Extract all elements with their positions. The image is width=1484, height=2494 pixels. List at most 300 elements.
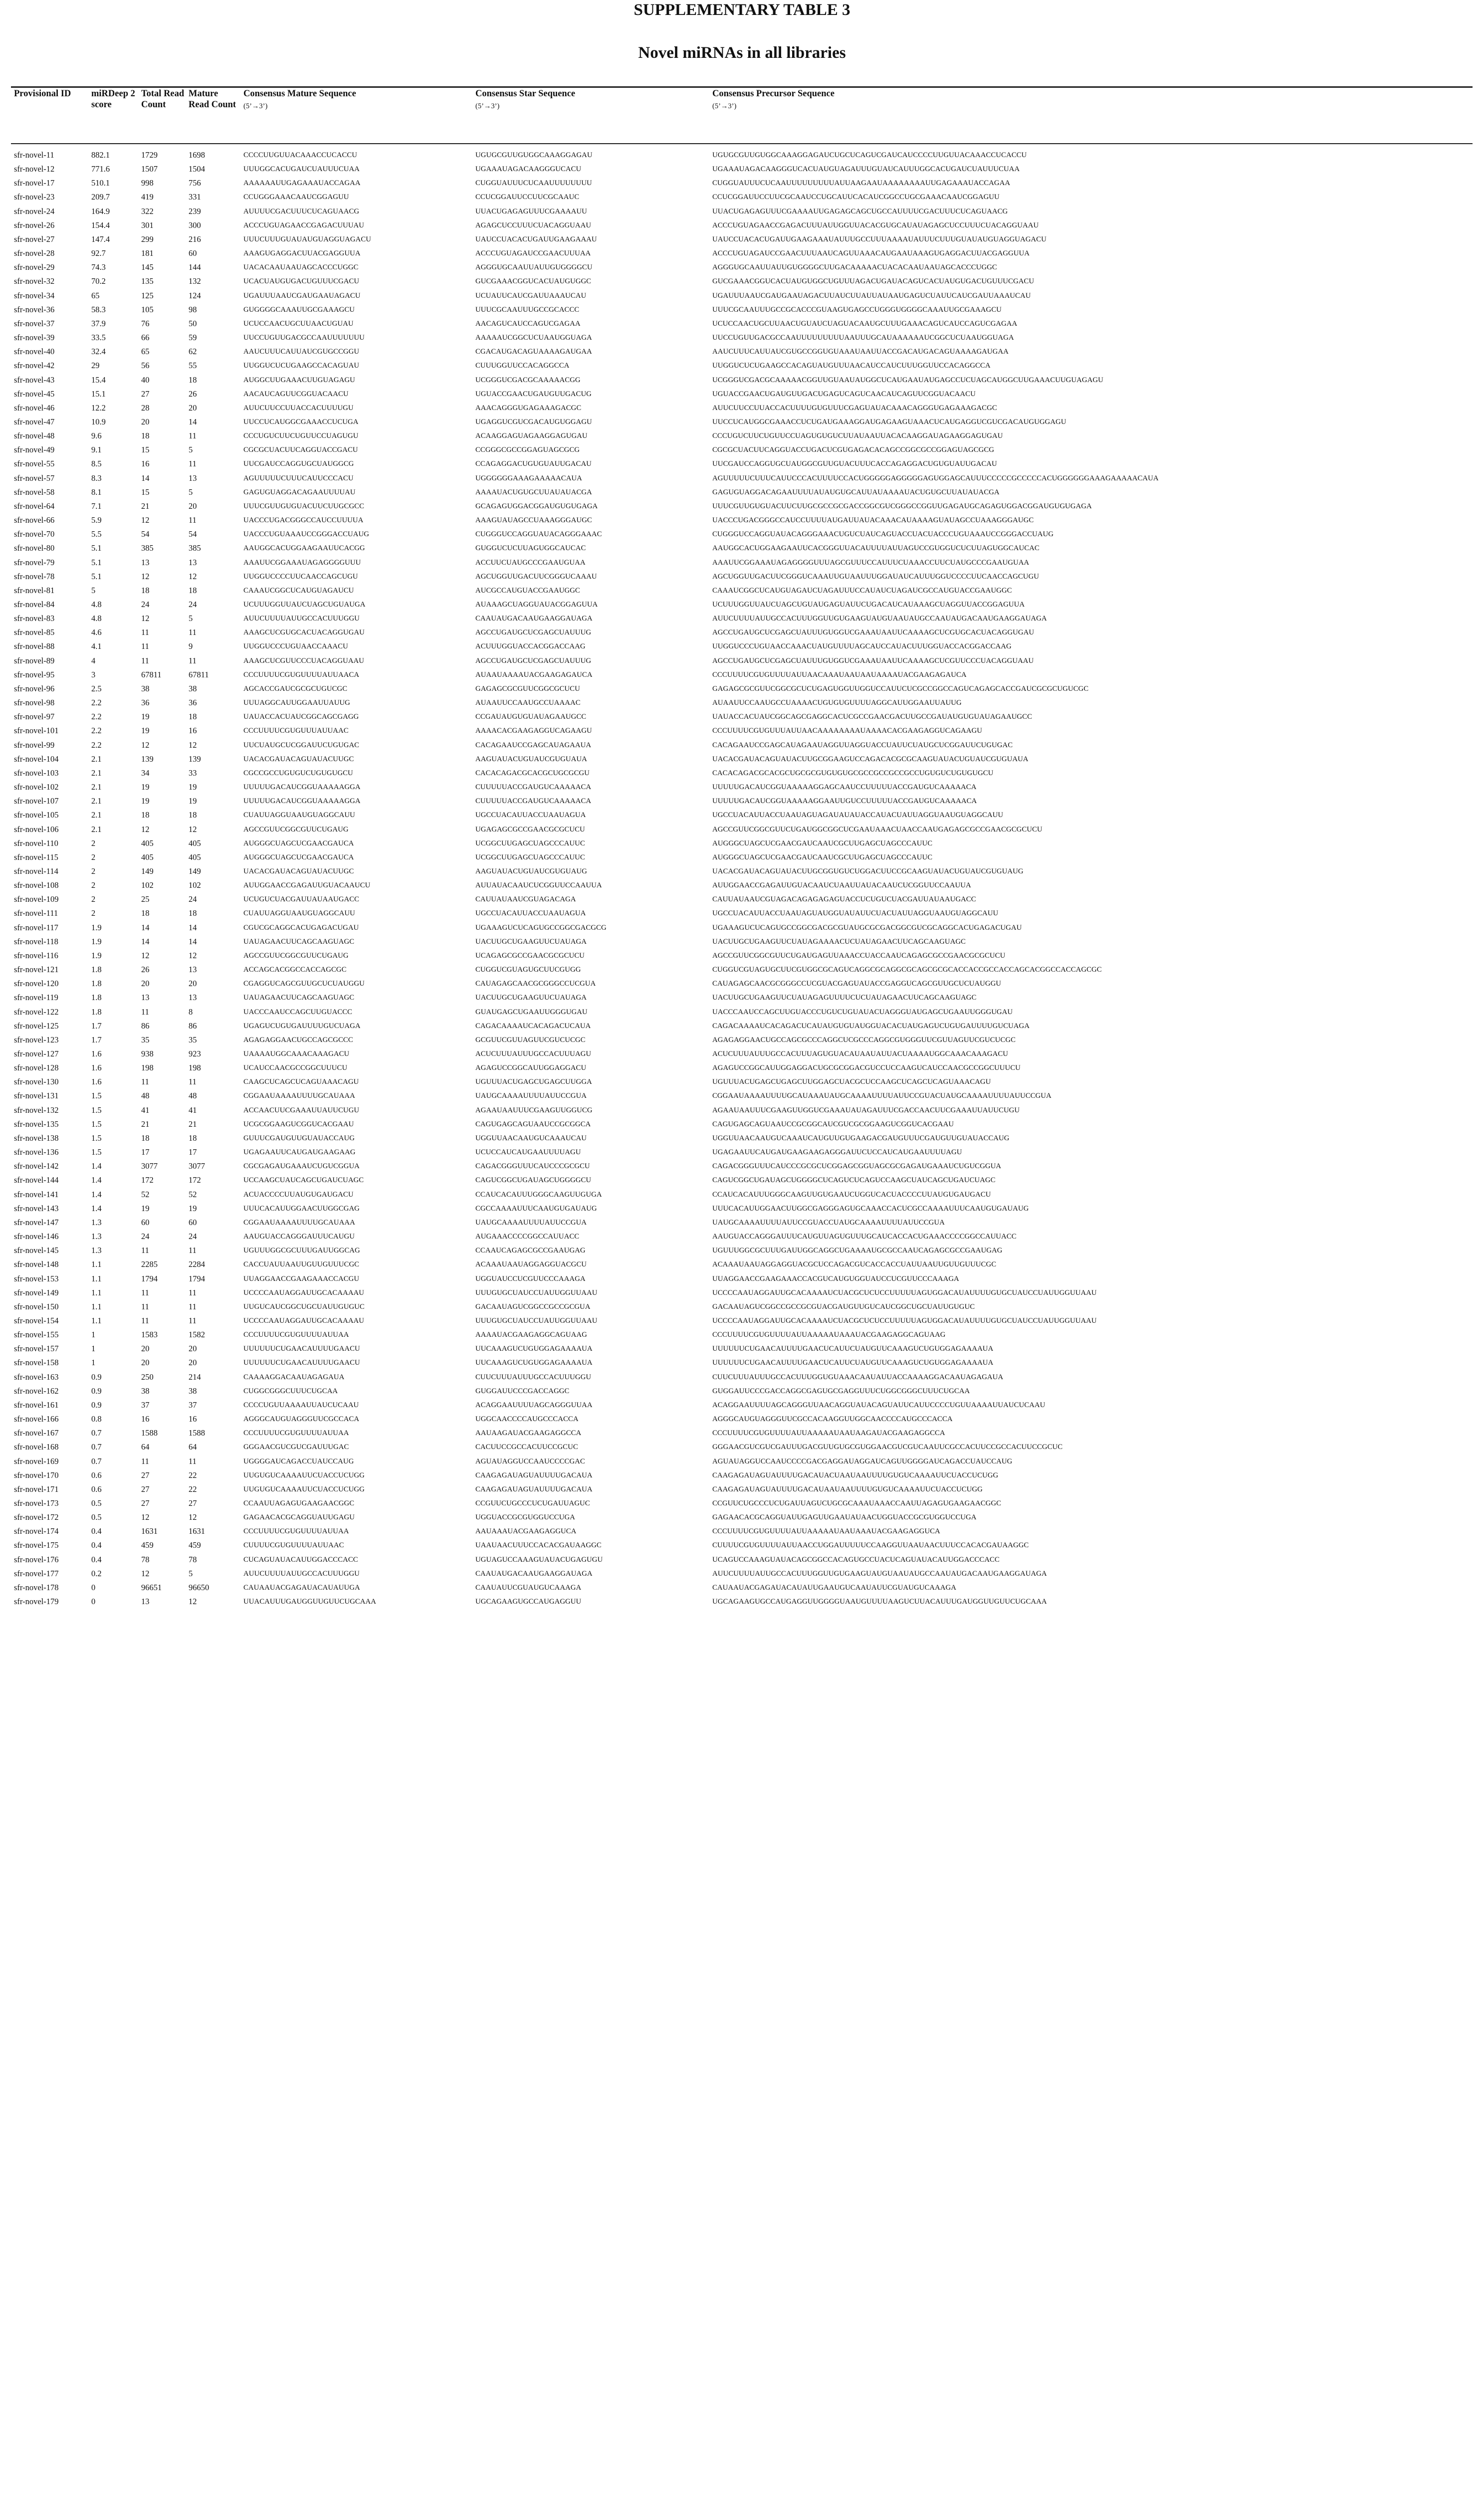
column-header-total: Total Read Count: [141, 89, 185, 110]
star-sequence-cell: CACUUCCGCCACUUCCGCUC: [475, 1443, 578, 1452]
mature-sequence-cell: AGGGCAUGUAGGGUUCGCCACA: [243, 1415, 360, 1424]
mature-read-count-cell: 33: [189, 768, 197, 778]
mature-read-count-cell: 60: [189, 248, 197, 258]
table-row: [14, 682, 1471, 696]
mature-sequence-cell: CCCCUUGUUACAAACCUCACCU: [243, 151, 358, 159]
precursor-sequence-cell: UUUCGCAAUUUGCCGCACCCGUAAGUGAGCCUGGGUGGGGCAAAUUGCGAAAGCU: [712, 305, 1002, 314]
mature-read-count-cell: 20: [189, 1358, 197, 1368]
provisional-id-cell: sfr-novel-157: [14, 1344, 59, 1354]
star-sequence-cell: ACAAGGAGUAGAAGGAGUGAU: [475, 432, 588, 440]
mature-read-count-cell: 1698: [189, 150, 205, 160]
provisional-id-cell: sfr-novel-161: [14, 1400, 59, 1410]
star-sequence-cell: GCGUUCGUUAGUUCGUCUCGC: [475, 1036, 586, 1044]
provisional-id-cell: sfr-novel-106: [14, 824, 59, 834]
mature-read-count-cell: 331: [189, 192, 201, 202]
star-sequence-cell: UUUGUGCUAUCCUAUUGGUUAAU: [475, 1288, 598, 1297]
total-read-count-cell: 67811: [141, 669, 162, 679]
star-sequence-cell: UCGGGUCGACGCAAAAACGG: [475, 376, 581, 384]
table-row: [14, 1216, 1471, 1230]
provisional-id-cell: sfr-novel-26: [14, 220, 55, 230]
mature-sequence-cell: AGCCGUUCGGCGUUCUGAUG: [243, 951, 349, 960]
mature-sequence-cell: CGCGCUACUUCAGGUACCGACU: [243, 446, 358, 454]
star-sequence-cell: GAGAGCGCGUUCGGCGCUCU: [475, 684, 580, 693]
provisional-id-cell: sfr-novel-34: [14, 290, 55, 300]
mature-read-count-cell: 12: [189, 1512, 197, 1522]
mature-read-count-cell: 139: [189, 754, 201, 764]
total-read-count-cell: 65: [141, 347, 150, 357]
star-sequence-cell: UCGGCUUGAGCUAGCCCAUUC: [475, 853, 585, 861]
mature-read-count-cell: 14: [189, 936, 197, 946]
mirdeep-score-cell: 0.7: [91, 1442, 102, 1452]
total-read-count-cell: 12: [141, 515, 150, 525]
provisional-id-cell: sfr-novel-170: [14, 1470, 59, 1480]
total-read-count-cell: 27: [141, 389, 150, 399]
star-sequence-cell: AUUAUACAAUCUCGGUUCCAAUUA: [475, 881, 602, 890]
total-read-count-cell: 24: [141, 600, 150, 609]
table-row: [14, 190, 1471, 204]
table-row: [14, 401, 1471, 415]
table-row: [14, 864, 1471, 878]
mirdeep-score-cell: 9.6: [91, 431, 102, 441]
table-row: [14, 556, 1471, 570]
star-sequence-cell: UUCAAAGUCUGUGGAGAAAAUA: [475, 1359, 593, 1367]
precursor-sequence-cell: CAAGAGAUAGUAUUUUGACAUAAUAAUUUUGUGUCAAAAUUCUACCUCUGG: [712, 1485, 983, 1493]
mature-sequence-cell: UUCUAUGCUCGGAUUCUGUGAC: [243, 741, 360, 749]
table-row: [14, 1230, 1471, 1244]
table-row: [14, 345, 1471, 359]
star-sequence-cell: UUCAAAGUCUGUGGAGAAAAUA: [475, 1345, 593, 1353]
table-row: [14, 1300, 1471, 1314]
mirdeep-score-cell: 2.1: [91, 782, 102, 792]
total-read-count-cell: 125: [141, 290, 154, 300]
mature-read-count-cell: 13: [189, 557, 197, 567]
mature-sequence-cell: UUGUCAUCGGCUGCUAUUGUGUC: [243, 1302, 365, 1311]
total-read-count-cell: 105: [141, 304, 154, 314]
precursor-sequence-cell: CCAUCACAUUUGGGCAAGUUGUGAAUCUGGUCACUACCCCUUAUGUGAUGACU: [712, 1190, 991, 1199]
star-sequence-cell: UUACUGAGAGUUUCGAAAAUU: [475, 207, 587, 215]
mirdeep-score-cell: 0.4: [91, 1540, 102, 1550]
star-sequence-cell: AACAGUCAUCCAGUCGAGAA: [475, 319, 581, 328]
total-read-count-cell: 60: [141, 1217, 150, 1227]
table-row: [14, 260, 1471, 274]
mature-read-count-cell: 1582: [189, 1330, 205, 1340]
mature-read-count-cell: 12: [189, 824, 197, 834]
mature-sequence-cell: AACAUCAGUUCGGUACAACU: [243, 390, 349, 398]
provisional-id-cell: sfr-novel-174: [14, 1526, 59, 1536]
mature-sequence-cell: GUUUCGAUGUUGUAUACCAUG: [243, 1134, 355, 1142]
mature-sequence-cell: UAUACCACUAUCGGCAGCGAGG: [243, 713, 359, 721]
star-sequence-cell: AGAGCUCCUUUCUACAGGUAAU: [475, 221, 592, 229]
star-sequence-cell: UCUAUUCAUCGAUUAAAUCAU: [475, 291, 587, 300]
star-sequence-cell: CAUAGAGCAACGCGGGCCUCGUA: [475, 980, 596, 988]
star-sequence-cell: AAAAUACGAAGAGGCAGUAAG: [475, 1331, 587, 1339]
total-read-count-cell: 38: [141, 1386, 150, 1396]
mature-read-count-cell: 19: [189, 782, 197, 792]
star-sequence-cell: GCAGAGUGGACGGAUGUGUGAGA: [475, 502, 598, 510]
table-row: [14, 541, 1471, 555]
mature-sequence-cell: CCCUUUUCGUGUUUUAUUAA: [243, 1527, 349, 1536]
table-row: [14, 823, 1471, 836]
provisional-id-cell: sfr-novel-48: [14, 431, 55, 441]
mirdeep-score-cell: 0.4: [91, 1554, 102, 1564]
mature-read-count-cell: 405: [189, 852, 201, 862]
provisional-id-cell: sfr-novel-99: [14, 740, 55, 750]
total-read-count-cell: 172: [141, 1175, 154, 1185]
table-row: [14, 1103, 1471, 1117]
column-header-star-seq-direction: (5’→3’): [475, 102, 500, 110]
table-row: [14, 724, 1471, 738]
precursor-sequence-cell: UUAGGAACCGAAGAAACCACGUCAUGUGGUAUCCUCGUUCCCAAAGA: [712, 1274, 959, 1283]
mature-read-count-cell: 385: [189, 543, 201, 553]
precursor-sequence-cell: UACACGAUACAGUAUACUUGCGGAAGUCCAGACACGCGCAAGUAUACUGUAUCGUGUAUA: [712, 755, 1029, 763]
provisional-id-cell: sfr-novel-144: [14, 1175, 59, 1185]
precursor-sequence-cell: CACAGAAUCCGAGCAUAGAAUAGGUUAGGUACCUAUUCUAUGCUCGGAUUCUGUGAC: [712, 741, 1013, 749]
provisional-id-cell: sfr-novel-141: [14, 1189, 59, 1199]
precursor-sequence-cell: AUUCUUUUAUUGCCACUUUGGUUGUGAAGUAUGUAAUAUGCCAAUAUGACAAUGAAGGAUAGA: [712, 1569, 1047, 1578]
star-sequence-cell: AUGAAACCCCGGCCAUUACC: [475, 1233, 580, 1241]
total-read-count-cell: 12: [141, 614, 150, 624]
mature-read-count-cell: 124: [189, 290, 201, 300]
table-row: [14, 1524, 1471, 1538]
total-read-count-cell: 19: [141, 726, 150, 736]
table-row: [14, 1188, 1471, 1202]
star-sequence-cell: CACACAGACGCACGCUGCGCGU: [475, 769, 590, 777]
provisional-id-cell: sfr-novel-150: [14, 1301, 59, 1311]
total-read-count-cell: 998: [141, 178, 154, 188]
mirdeep-score-cell: 1.4: [91, 1175, 102, 1185]
mature-read-count-cell: 36: [189, 698, 197, 708]
mature-sequence-cell: CUCAGUAUACAUUGGACCCACC: [243, 1555, 358, 1564]
mirdeep-score-cell: 2: [91, 894, 96, 904]
total-read-count-cell: 18: [141, 810, 150, 820]
total-read-count-cell: 11: [141, 1301, 149, 1311]
precursor-sequence-cell: CAUUAUAAUCGUAGACAGAGAGAGUACCUCUGUCUACGAUUAUAAUGACC: [712, 895, 976, 904]
star-sequence-cell: GUAUGAGCUGAAUUGGGUGAU: [475, 1008, 588, 1016]
mirdeep-score-cell: 771.6: [91, 164, 110, 174]
provisional-id-cell: sfr-novel-85: [14, 627, 55, 637]
precursor-sequence-cell: CGCGCUACUUCAGGUACCUGACUCGUGAGACACAGCCGGCGCCGGAGUAGCGCG: [712, 446, 995, 454]
provisional-id-cell: sfr-novel-169: [14, 1456, 59, 1466]
mirdeep-score-cell: 1.5: [91, 1091, 102, 1101]
table-row: [14, 176, 1471, 190]
precursor-sequence-cell: CUUUUCGUGUUUUAUUAACCUGGAUUUUUCCAAGGUUAAUAACUUUCCACACGAUAAGGC: [712, 1541, 1029, 1550]
mirdeep-score-cell: 58.3: [91, 304, 106, 314]
mature-read-count-cell: 18: [189, 1133, 197, 1143]
table-row: [14, 1159, 1471, 1173]
mirdeep-score-cell: 4: [91, 655, 96, 665]
star-sequence-cell: ACUCUUUAUUUGCCACUUUAGU: [475, 1050, 592, 1058]
precursor-sequence-cell: AGUUUUUCUUUCAUUCCCACUUUUCCACUGGGGGAGGGGGAGUGGAGCAUUUCCCCCGCCCCCACUGGGGGGAAAGAAAAACAUA: [712, 474, 1159, 482]
mirdeep-score-cell: 7.1: [91, 501, 102, 511]
provisional-id-cell: sfr-novel-29: [14, 262, 55, 272]
mature-sequence-cell: UCUUUGGUUAUCUAGCUGUAUGA: [243, 601, 366, 609]
total-read-count-cell: 34: [141, 768, 150, 778]
mature-sequence-cell: UACACAAUAAUAGCACCCUGGC: [243, 263, 359, 272]
table-row: [14, 1342, 1471, 1356]
table-row: [14, 1314, 1471, 1328]
table-row: [14, 1356, 1471, 1370]
total-read-count-cell: 145: [141, 262, 154, 272]
mature-sequence-cell: CUUUUCGUGUUUUAUUAAC: [243, 1541, 344, 1550]
precursor-sequence-cell: CCCUUUUCGUGUUUUAUUAAAAAUAAUAAAUACGAAGAGGUCA: [712, 1527, 940, 1536]
mirdeep-score-cell: 4.8: [91, 600, 102, 609]
mirdeep-score-cell: 0: [91, 1597, 96, 1607]
mature-sequence-cell: CACCUAUUAAUUGUUGUUUCGC: [243, 1260, 360, 1269]
precursor-sequence-cell: ACAGGAAUUUUAGCAGGGUUAACAGGUAUACAGUAUUCAUUCCCCUGUUAAAAUUAUCUCAAU: [712, 1401, 1046, 1409]
table-row: [14, 836, 1471, 850]
table-row: [14, 1272, 1471, 1286]
provisional-id-cell: sfr-novel-81: [14, 585, 55, 595]
total-read-count-cell: 102: [141, 880, 154, 890]
star-sequence-cell: UGGUACCGCGUGGUCCUGA: [475, 1513, 575, 1522]
mirdeep-score-cell: 32.4: [91, 347, 106, 357]
precursor-sequence-cell: AGGGUGCAAUUAUUGUGGGGCUUGACAAAAACUACACAAUAAUAGCACCCUGGC: [712, 263, 997, 272]
total-read-count-cell: 19: [141, 796, 150, 806]
star-sequence-cell: AGUAUAGGUCCAAUCCCCGAC: [475, 1457, 585, 1465]
total-read-count-cell: 21: [141, 501, 150, 511]
provisional-id-cell: sfr-novel-97: [14, 712, 55, 722]
star-sequence-cell: AGCCUGAUGCUCGAGCUAUUUG: [475, 628, 592, 637]
provisional-id-cell: sfr-novel-37: [14, 318, 55, 328]
provisional-id-cell: sfr-novel-149: [14, 1287, 59, 1297]
column-header-mature-count: Mature Read Count: [189, 89, 236, 110]
precursor-sequence-cell: AUUCUUCCUUACCACUUUUGUGUUUCGAGUAUACAAACAGGGUGAGAAAGACGC: [712, 404, 997, 412]
table-row: [14, 963, 1471, 977]
mature-read-count-cell: 86: [189, 1021, 197, 1031]
mature-read-count-cell: 2284: [189, 1259, 205, 1269]
precursor-sequence-cell: AUGGGCUAGCUCGAACGAUCAAUCGCUUGAGCUAGCCCAUUC: [712, 839, 933, 847]
mature-sequence-cell: UUUCACAUUGGAACUUGGCGAG: [243, 1204, 360, 1213]
provisional-id-cell: sfr-novel-27: [14, 234, 55, 244]
mature-sequence-cell: UGAGAAUUCAUGAUGAAGAAG: [243, 1148, 356, 1157]
mirdeep-score-cell: 15.4: [91, 375, 106, 385]
total-read-count-cell: 322: [141, 206, 154, 216]
mature-sequence-cell: AUUCUUUUAUUGCCACUUUGGU: [243, 1569, 360, 1578]
provisional-id-cell: sfr-novel-95: [14, 669, 55, 679]
precursor-sequence-cell: UUGGUCCCUGUAACCAAACUAUGUUUUAGCAUCCAUACUUUGGUACCACGGACCAAG: [712, 642, 1012, 651]
star-sequence-cell: UAUGCAAAAUUUUAUUCCGUA: [475, 1218, 587, 1227]
precursor-sequence-cell: AAUGUACCAGGGAUUUCAUGUUAGUGUUUGCAUCACCACUGAAACCCCGGCCAUUACC: [712, 1233, 1017, 1241]
mature-read-count-cell: 144: [189, 262, 201, 272]
total-read-count-cell: 66: [141, 333, 150, 343]
provisional-id-cell: sfr-novel-178: [14, 1582, 59, 1592]
total-read-count-cell: 135: [141, 276, 154, 286]
mature-sequence-cell: UUGGUCUCUGAAGCCACAGUAU: [243, 362, 360, 370]
mirdeep-score-cell: 12.2: [91, 403, 106, 413]
provisional-id-cell: sfr-novel-158: [14, 1358, 59, 1368]
total-read-count-cell: 459: [141, 1540, 154, 1550]
mirdeep-score-cell: 1.3: [91, 1232, 102, 1242]
star-sequence-cell: CUGGGUCCAGGUAUACAGGGAAAC: [475, 530, 602, 539]
total-read-count-cell: 52: [141, 1189, 150, 1199]
table-row: [14, 1202, 1471, 1216]
mature-read-count-cell: 12: [189, 950, 197, 960]
provisional-id-cell: sfr-novel-173: [14, 1498, 59, 1508]
star-sequence-cell: CCAGAGGACUGUGUAUUGACAU: [475, 460, 592, 468]
table-row: [14, 142, 1471, 162]
mature-sequence-cell: UCGCGGAAGUCGGUCACGAAU: [243, 1120, 354, 1128]
provisional-id-cell: sfr-novel-98: [14, 698, 55, 708]
mature-sequence-cell: CCCUUUUCGUGUUUUAUUAACA: [243, 670, 360, 679]
mirdeep-score-cell: 1.5: [91, 1133, 102, 1143]
star-sequence-cell: CAGUCGGCUGAUAGCUGGGGCU: [475, 1176, 592, 1185]
mature-read-count-cell: 59: [189, 333, 197, 343]
provisional-id-cell: sfr-novel-17: [14, 178, 55, 188]
mature-read-count-cell: 239: [189, 206, 201, 216]
total-read-count-cell: 11: [141, 1315, 149, 1325]
star-sequence-cell: UGCAGAAGUGCCAUGAGGUU: [475, 1598, 582, 1606]
table-row: [14, 1384, 1471, 1398]
mirdeep-score-cell: 29: [91, 361, 100, 371]
mature-read-count-cell: 300: [189, 220, 201, 230]
provisional-id-cell: sfr-novel-66: [14, 515, 55, 525]
precursor-sequence-cell: UGUUUGGCGCUUUGAUUGGCAGGCUGAAAAUGCGCCAAUCAGAGCGCCGAAUGAG: [712, 1247, 1003, 1255]
total-read-count-cell: 301: [141, 220, 154, 230]
provisional-id-cell: sfr-novel-89: [14, 655, 55, 665]
mirdeep-score-cell: 0.6: [91, 1470, 102, 1480]
table-row: [14, 1257, 1471, 1271]
star-sequence-cell: CCAUCACAUUUGGGCAAGUUGUGA: [475, 1190, 602, 1199]
table-row: [14, 1370, 1471, 1384]
mature-read-count-cell: 11: [189, 1315, 197, 1325]
star-sequence-cell: CAAUAUUCGUAUGUCAAAGA: [475, 1583, 582, 1592]
mature-read-count-cell: 11: [189, 515, 197, 525]
mature-sequence-cell: UGUUUGGCGCUUUGAUUGGCAG: [243, 1247, 360, 1255]
precursor-sequence-cell: CUGGGUCCAGGUAUACAGGGAAACUGUCUAUCAGUACCUACUACCCUGUAAAUCCGGGACCUAUG: [712, 530, 1054, 539]
table-row: [14, 415, 1471, 429]
precursor-sequence-cell: AGCCUGAUGCUCGAGCUAUUUGUGGUCGAAAUAAUUCAAAAGCUCGUGCACUACAGGUGAU: [712, 628, 1035, 637]
total-read-count-cell: 20: [141, 416, 150, 426]
mirdeep-score-cell: 4.6: [91, 627, 102, 637]
mirdeep-score-cell: 164.9: [91, 206, 110, 216]
mirdeep-score-cell: 1.4: [91, 1203, 102, 1213]
precursor-sequence-cell: AGCUGGUUGACUUCGGGUCAAAUUGUAAUUUGGAUAUCAUUUGGUCCCCUUCAACCAGCUGU: [712, 572, 1040, 581]
star-sequence-cell: AAAACACGAAGAGGUCAGAAGU: [475, 727, 592, 735]
mature-sequence-cell: UACACGAUACAGUAUACUUGC: [243, 867, 354, 875]
star-sequence-cell: UGAGAGCGCCGAACGCGCUCU: [475, 825, 585, 833]
mature-sequence-cell: UCCCCAAUAGGAUUGCACAAAAU: [243, 1316, 365, 1325]
mirdeep-score-cell: 154.4: [91, 220, 110, 230]
mature-read-count-cell: 50: [189, 318, 197, 328]
mirdeep-score-cell: 5.9: [91, 515, 102, 525]
star-sequence-cell: UCUCCAUCAUGAAUUUUAGU: [475, 1148, 581, 1157]
provisional-id-cell: sfr-novel-147: [14, 1217, 59, 1227]
mature-sequence-cell: CCCCUGUUAAAAUUAUCUCAAU: [243, 1401, 359, 1409]
mature-sequence-cell: AGCCGUUCGGCGUUCUGAUG: [243, 825, 349, 833]
star-sequence-cell: UGUGCGUUGUGGCAAAGGAGAU: [475, 151, 593, 159]
mature-sequence-cell: CCCUGUCUUCUGUUCCUAGUGU: [243, 432, 359, 440]
mirdeep-score-cell: 5.5: [91, 529, 102, 539]
mirdeep-score-cell: 74.3: [91, 262, 106, 272]
mature-read-count-cell: 14: [189, 416, 197, 426]
mirdeep-score-cell: 15.1: [91, 389, 106, 399]
provisional-id-cell: sfr-novel-117: [14, 922, 58, 932]
mirdeep-score-cell: 0.7: [91, 1428, 102, 1438]
precursor-sequence-cell: CCCUUUUCGUGUUUUAUUAACAAAUAAUAAUAAAAUACGAAGAGAUCA: [712, 670, 967, 679]
star-sequence-cell: CAUUAUAAUCGUAGACAGA: [475, 895, 576, 904]
star-sequence-cell: UUUCGCAAUUUGCCGCACCC: [475, 305, 580, 314]
mature-read-count-cell: 1794: [189, 1273, 205, 1283]
mirdeep-score-cell: 1.8: [91, 979, 102, 989]
total-read-count-cell: 14: [141, 922, 150, 932]
star-sequence-cell: CUUUUUACCGAUGUCAAAAACA: [475, 783, 592, 792]
precursor-sequence-cell: UGAAAUAGACAAGGGUCACUAUGUAGAUUUGUAUCAUUUGGCACUGAUCUAUUUCUAA: [712, 165, 1020, 174]
mature-read-count-cell: 24: [189, 600, 197, 609]
mature-sequence-cell: UACACGAUACAGUAUACUUGC: [243, 755, 354, 763]
precursor-sequence-cell: AGAGAGGAACUGCCAGCGCCCAGGCUCGCCCAGGCGUGGGUUCGUUAGUUCGUCUCGC: [712, 1036, 1016, 1044]
provisional-id-cell: sfr-novel-108: [14, 880, 59, 890]
star-sequence-cell: AGAAUAAUUUCGAAGUUGGUCG: [475, 1106, 593, 1114]
star-sequence-cell: CCGUUCUGCCCUCUGAUUAGUC: [475, 1499, 590, 1507]
table-row: [14, 1061, 1471, 1075]
mature-read-count-cell: 12: [189, 740, 197, 750]
table-row: [14, 878, 1471, 892]
mature-sequence-cell: UUUUUUCUGAACAUUUUGAACU: [243, 1359, 360, 1367]
precursor-sequence-cell: UCCCCAAUAGGAUUGCACAAAAUCUACGCUCUCCUUUUUAGUGGACAUAUUUUGUGCUAUCCUAUUGGUUAAU: [712, 1316, 1097, 1325]
total-read-count-cell: 1729: [141, 150, 158, 160]
mature-read-count-cell: 38: [189, 1386, 197, 1396]
mature-read-count-cell: 98: [189, 304, 197, 314]
table-row: [14, 1567, 1471, 1581]
provisional-id-cell: sfr-novel-123: [14, 1035, 59, 1044]
table-row: [14, 232, 1471, 246]
mature-sequence-cell: UUAGGAACCGAAGAAACCACGU: [243, 1274, 360, 1283]
precursor-sequence-cell: UUUUUUCUGAACAUUUUGAACUCAUUCUAUGUUCAAAGUCUGUGGAGAAAAUA: [712, 1359, 994, 1367]
mature-read-count-cell: 11: [189, 1287, 197, 1297]
mirdeep-score-cell: 70.2: [91, 276, 106, 286]
star-sequence-cell: UACUUGCUGAAGUUCUAUAGA: [475, 994, 587, 1002]
star-sequence-cell: UACUUGCUGAAGUUCUAUAGA: [475, 937, 587, 946]
table-row: [14, 1033, 1471, 1047]
table-body: [14, 142, 1471, 1609]
total-read-count-cell: 13: [141, 557, 150, 567]
total-read-count-cell: 12: [141, 1568, 150, 1578]
mirdeep-score-cell: 2.1: [91, 810, 102, 820]
precursor-sequence-cell: UGAAAGUCUCAGUGCCGGCGACGCGUAUGCGCGACGGCGUCGCAGGCACUGAGACUGAU: [712, 923, 1022, 932]
mirdeep-score-cell: 1.7: [91, 1021, 102, 1031]
total-read-count-cell: 96651: [141, 1582, 162, 1592]
precursor-sequence-cell: UCAGUCCAAAGUAUACAGCGGCCACAGUGCCUACUCAGUAUACAUUGGACCCACC: [712, 1555, 1000, 1564]
mature-read-count-cell: 14: [189, 922, 197, 932]
precursor-sequence-cell: UUCGAUCCAGGUGCUAUGGCGUUGUACUUUCACCAGAGGACUGUGUAUUGACAU: [712, 460, 997, 468]
mature-read-count-cell: 5: [189, 487, 193, 497]
mirdeep-score-cell: 0.9: [91, 1386, 102, 1396]
table-row: [14, 429, 1471, 443]
mature-sequence-cell: AAUGUACCAGGGAUUUCAUGU: [243, 1233, 355, 1241]
provisional-id-cell: sfr-novel-115: [14, 852, 58, 862]
mature-read-count-cell: 27: [189, 1498, 197, 1508]
total-read-count-cell: 1794: [141, 1273, 158, 1283]
mature-read-count-cell: 9: [189, 641, 193, 651]
precursor-sequence-cell: CUGGUAUUUCUCAAUUUUUUUUUAUUAAGAAUAAAAAAAAUUGAGAAAUACCAGAA: [712, 179, 1011, 188]
mirdeep-score-cell: 0.9: [91, 1400, 102, 1410]
table-row: [14, 513, 1471, 527]
mature-sequence-cell: AUUUUCGACUUUCUCAGUAACG: [243, 207, 360, 215]
mature-sequence-cell: AGUUUUUCUUUCAUUCCCACU: [243, 474, 354, 482]
mature-read-count-cell: 1631: [189, 1526, 205, 1536]
mirdeep-score-cell: 1.9: [91, 936, 102, 946]
mature-sequence-cell: UUCGAUCCAGGUGCUAUGGCG: [243, 460, 354, 468]
table-row: [14, 1398, 1471, 1412]
star-sequence-cell: UGUUUACUGAGCUGAGCUUGGA: [475, 1078, 592, 1086]
provisional-id-cell: sfr-novel-23: [14, 192, 55, 202]
precursor-sequence-cell: CCGUUCUGCCCUCUGAUUAGUCUGCGCAAAUAAACCAAUUAGAGUGAAGAACGGC: [712, 1499, 1002, 1507]
precursor-sequence-cell: UUUCACAUUGGAACUUGGCGAGGGAGUGCAAACCACUCGCCAAAAUUUCAAUGUGAUAUG: [712, 1204, 1029, 1213]
total-read-count-cell: 27: [141, 1498, 150, 1508]
precursor-sequence-cell: AGAGUCCGGCAUUGGAGGACUGCGCGGACGUCCUCCAAGUCAUCCAACGCCGGCUUUCU: [712, 1064, 1021, 1072]
mature-sequence-cell: UUUUUUCUGAACAUUUUGAACU: [243, 1345, 360, 1353]
table-row: [14, 1553, 1471, 1567]
